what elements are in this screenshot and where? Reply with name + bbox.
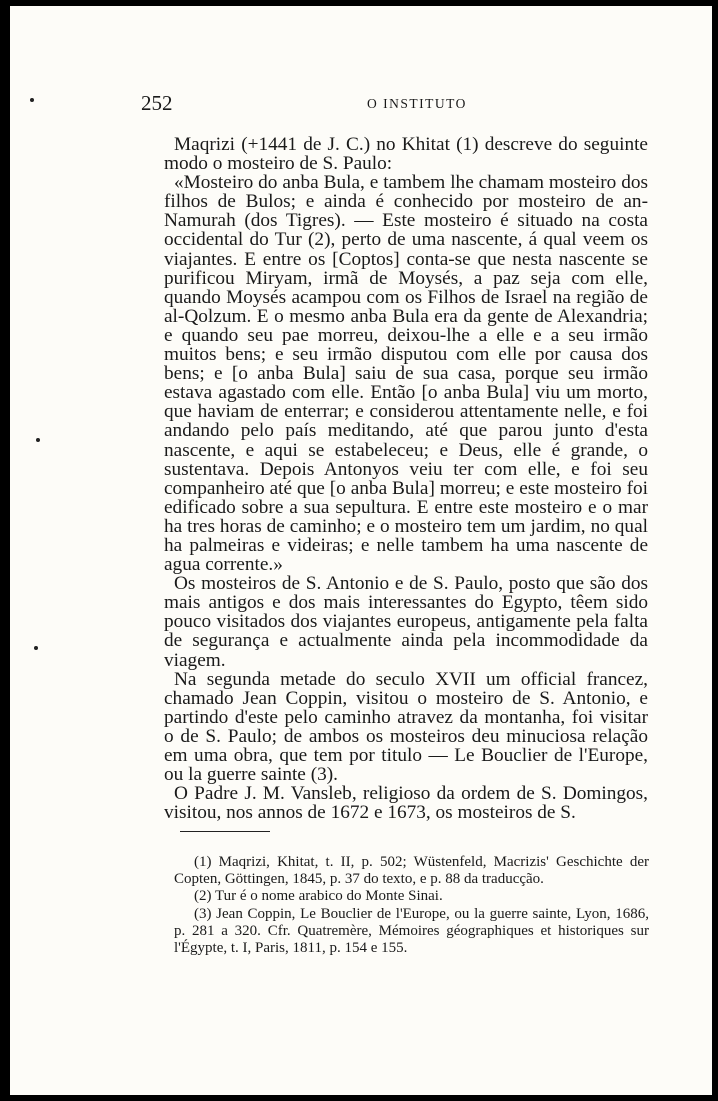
paragraph: Os mosteiros de S. Antonio e de S. Paulo, posto que são dos mais antigos e dos mais interessantes do Egypto, têem sido pouco visitados dos viajantes europeus, antigamente pela falta de segurança e actualmente ainda pela incommodidade da viagem. bbox=[164, 573, 648, 671]
scan-speck bbox=[30, 98, 34, 102]
paragraph: Maqrizi (+1441 de J. C.) no Khitat (1) descreve do seguinte modo o mosteiro de S. Paulo: bbox=[164, 134, 648, 175]
scan-speck bbox=[34, 646, 38, 650]
scan-speck bbox=[36, 438, 40, 442]
page-header bbox=[141, 91, 646, 115]
quotation-paragraph: «Mosteiro do anba Bula, e tambem lhe chamam mosteiro dos filhos de Bulos; e ainda é conhecido por mosteiro de an-Namurah (dos Tigres). — Este mosteiro é situado na costa occidental do Tur (2), perto de uma nascente, á qual veem os viajantes. E entre os [Coptos] conta-se que nesta nascente se purificou Miryam, irmã de Moysés, a paz seja com elle, quando Moysés acampou com os Filhos de Israel na região de al-Qolzum. E o mesmo anba Bula era da gente de Alexandria; e quando seu pae morreu, deixou-lhe a elle e a seu irmão muitos bens; e seu irmão disputou com elle por causa dos bens; e [o anba Bula] saiu de sua casa, porque seu irmão estava agastado com elle. Então [o anba Bula] viu um morto, que haviam de enterrar; e considerou attentamente nelle, e foi andando pelo país meditando, até que parou junto d'esta nascente, e aqui se estabeleceu; e Deus, elle é grande, o sustentava. Depois Antonyos veiu ter com elle, e foi seu companheiro até que [o anba Bula] morreu; e este mosteiro foi edificado sobre a sua sepultura. E entre este mosteiro e o mar ha tres horas de caminho; e o mosteiro tem um jardim, no qual ha palmeiras e videiras; e nelle tambem ha uma nascente de agua corrente.» bbox=[164, 172, 648, 576]
footnotes bbox=[174, 854, 649, 957]
running-title: O INSTITUTO bbox=[367, 96, 467, 111]
footnote: (1) Maqrizi, Khitat, t. II, p. 502; Wüstenfeld, Macrizis' Geschichte der Copten, Göttingen, 1845, p. 37 do texto, e p. 88 da traducção. bbox=[174, 854, 649, 888]
footnote: (3) Jean Coppin, Le Bouclier de l'Europe, ou la guerre sainte, Lyon, 1686, p. 281 a 320. Cfr. Quatremère, Mémoires géographiques et historiques sur l'Égypte, t. I, Paris, 1811, p. 154 e 155. bbox=[174, 905, 649, 957]
footnote-separator bbox=[180, 831, 270, 832]
document-page bbox=[10, 6, 712, 1095]
body-text bbox=[164, 135, 648, 822]
page-number: 252 bbox=[141, 91, 173, 115]
paragraph: O Padre J. M. Vansleb, religioso da ordem de S. Domingos, visitou, nos annos de 1672 e 1673, os mosteiros de S. bbox=[164, 783, 648, 824]
paragraph: Na segunda metade do seculo XVII um official francez, chamado Jean Coppin, visitou o mosteiro de S. Antonio, e partindo d'este pelo caminho atravez da montanha, foi visitar o de S. Paulo; de ambos os mosteiros deu minuciosa relação em uma obra, que tem por titulo — Le Bouclier de l'Europe, ou la guerre sainte (3). bbox=[164, 668, 648, 786]
footnote: (2) Tur é o nome arabico do Monte Sinai. bbox=[194, 888, 443, 905]
